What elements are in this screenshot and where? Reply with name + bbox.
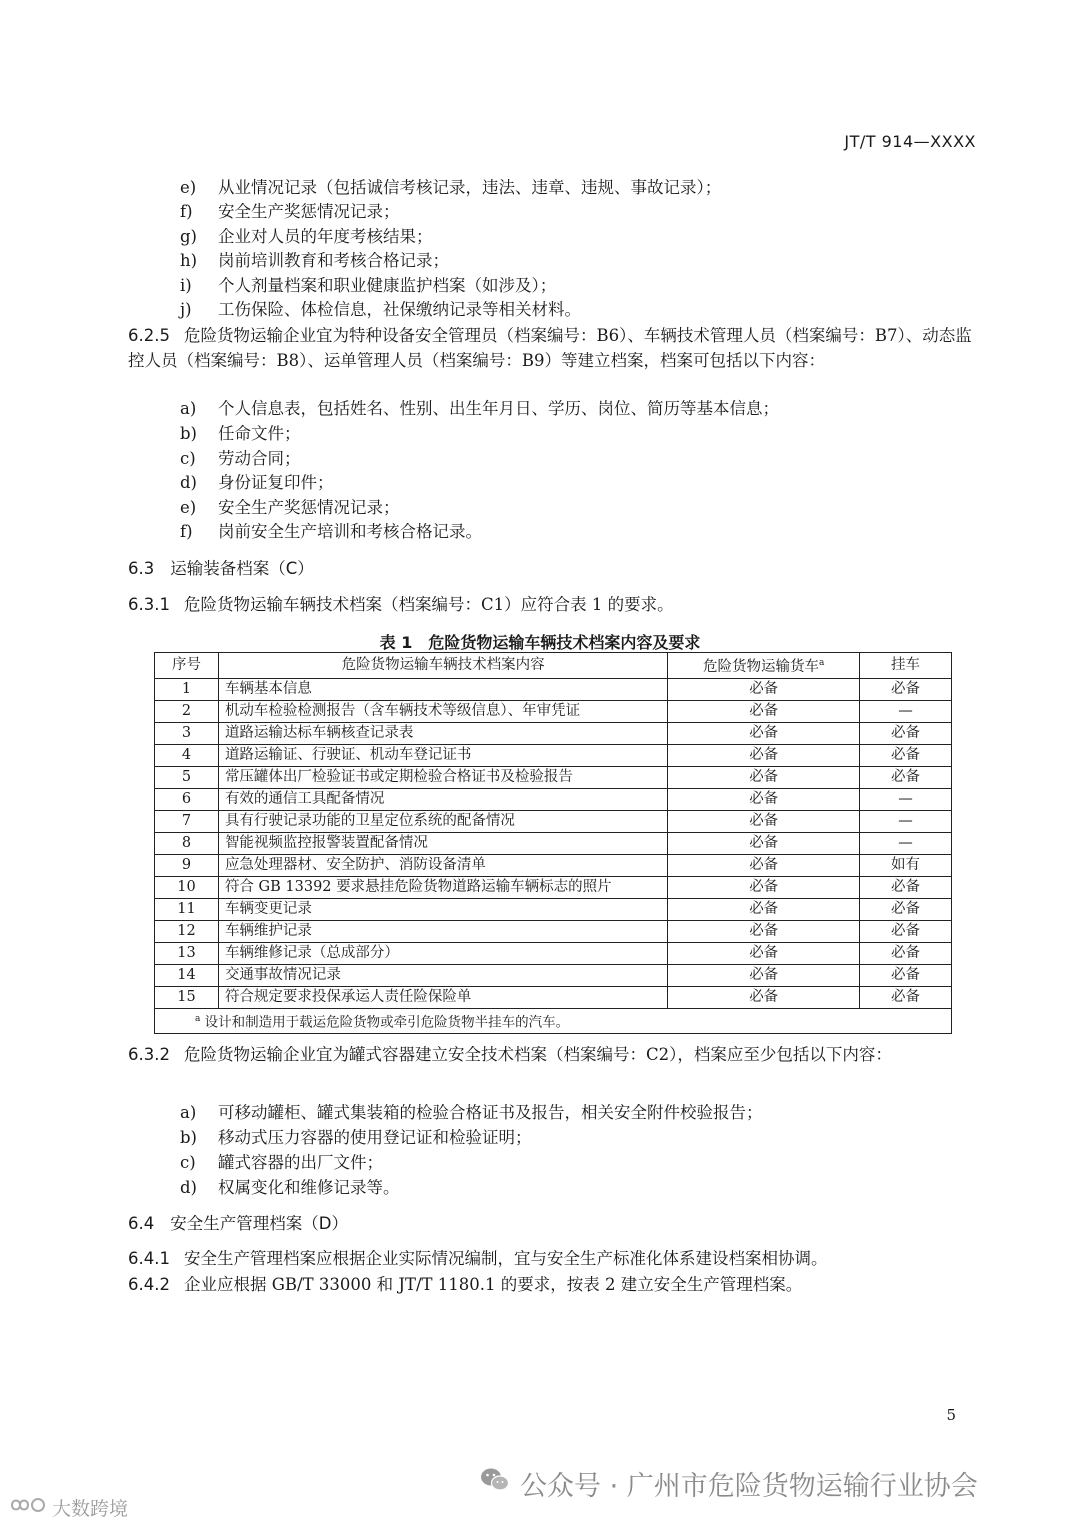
clause-number: 6.3.1 [128,595,170,614]
item-label: h) [180,251,198,270]
item-label: a) [180,1103,197,1122]
item-text: 个人剂量档案和职业健康监护档案（如涉及）； [218,276,557,295]
item-label: f) [180,522,193,541]
col-header: 危险货物运输车辆技术档案内容 [218,653,667,679]
table-cell: 12 [155,920,219,942]
item-text: 罐式容器的出厂文件； [218,1153,383,1172]
item-text: 可移动罐柜、罐式集装箱的检验合格证书及报告，相关安全附件校验报告； [218,1103,763,1122]
item-text: 安全生产奖惩情况记录； [218,498,400,517]
item-text: 岗前培训教育和考核合格记录； [218,251,449,270]
table-row [155,832,952,854]
table-cell: 必备 [860,678,952,700]
table-cell: 13 [155,942,219,964]
table-cell: — [860,700,952,722]
list-item [180,423,301,445]
table-cell: 必备 [860,964,952,986]
table-footnote-row [155,1008,952,1034]
table-cell: 必备 [668,920,860,942]
clause-6-2-5 [128,324,978,373]
platform-watermark [10,1494,128,1521]
list-item [180,275,556,297]
item-text: 从业情况记录（包括诚信考核记录，违法、违章、违规、事故记录）； [218,178,722,197]
table-row [155,986,952,1008]
table-cell: 6 [155,788,219,810]
table-cell: 道路运输证、行驶证、机动车登记证书 [218,744,667,766]
watermark-text: 公众号 · 广州市危险货物运输行业协会 [520,1471,978,1502]
table-cell: 必备 [860,766,952,788]
table-cell: 9 [155,854,219,876]
item-label: i) [180,276,192,295]
table-cell: 必备 [668,854,860,876]
list-item [180,1152,383,1174]
clause-text: 企业应根据 GB/T 33000 和 JT/T 1180.1 的要求，按表 2 建立安全生产管理档案。 [183,1275,803,1294]
table-row [155,854,952,876]
section-heading-6-4 [128,1213,348,1235]
table-row [155,678,952,700]
table-row [155,722,952,744]
table-row [155,700,952,722]
table-cell: 符合规定要求投保承运人责任险保险单 [218,986,667,1008]
table-row [155,942,952,964]
list-item [180,1127,532,1149]
item-label: b) [180,1128,197,1147]
table-cell: 车辆维护记录 [218,920,667,942]
item-label: d) [180,473,197,492]
list-item [180,472,334,494]
table-cell: 3 [155,722,219,744]
table-cell: 必备 [860,898,952,920]
table-row [155,810,952,832]
table-cell: 具有行驶记录功能的卫星定位系统的配备情况 [218,810,667,832]
item-label: c) [180,1153,196,1172]
list-item [180,201,400,223]
item-label: j) [180,300,192,319]
clause-6-4-1 [128,1247,978,1272]
table-cell: 必备 [668,942,860,964]
table-cell: 必备 [860,920,952,942]
standard-code: JT/T 914—XXXX [844,132,976,151]
item-text: 企业对人员的年度考核结果； [218,227,433,246]
table-cell: 15 [155,986,219,1008]
list-item [180,226,433,248]
table-cell: — [860,810,952,832]
clause-number: 6.4.2 [128,1275,170,1294]
col-header: 挂车 [860,653,952,679]
section-number: 6.3 [128,559,155,578]
clause-number: 6.2.5 [128,326,170,345]
table-cell: 道路运输达标车辆核查记录表 [218,722,667,744]
section-title: 运输装备档案（C） [170,559,314,578]
table-cell: 5 [155,766,219,788]
table-cell: 车辆基本信息 [218,678,667,700]
table-row [155,766,952,788]
item-text: 岗前安全生产培训和考核合格记录。 [218,522,482,541]
item-label: c) [180,449,196,468]
col-header: 危险货物运输货车$^a$ [668,653,860,679]
item-text: 劳动合同； [218,449,301,468]
list-item [180,1177,400,1199]
table-footnote: $^a$ 设计和制造用于载运危险货物或牵引危险货物半挂车的汽车。 [155,1008,952,1034]
item-label: e) [180,498,197,517]
wechat-icon [480,1467,510,1500]
watermark-text: 大数跨境 [52,1498,129,1520]
table-cell: 交通事故情况记录 [218,964,667,986]
table-cell: 如有 [860,854,952,876]
table-cell: 必备 [860,876,952,898]
list-item [180,448,301,470]
item-text: 权属变化和维修记录等。 [218,1178,400,1197]
clause-text: 危险货物运输企业宜为特种设备安全管理员（档案编号：B6）、车辆技术管理人员（档案编号：B7）、动态监控人员（档案编号：B8）、运单管理人员（档案编号：B9）等建立档案，档案可包括以下内容： [128,326,972,370]
clause-text: 危险货物运输车辆技术档案（档案编号：C1）应符合表 1 的要求。 [183,595,674,614]
table-cell: 必备 [668,766,860,788]
section-number: 6.4 [128,1214,155,1233]
item-label: e) [180,178,197,197]
list-item [180,1102,763,1124]
table-title: 表 1 危险货物运输车辆技术档案内容及要求 [379,633,701,652]
table-cell: 1 [155,678,219,700]
list-item [180,497,400,519]
table-cell: 必备 [860,986,952,1008]
table-row [155,788,952,810]
table-cell: — [860,832,952,854]
table-cell: 必备 [668,810,860,832]
list-item [180,177,721,199]
table-row [155,876,952,898]
item-text: 任命文件； [218,424,301,443]
clause-6-4-2 [128,1273,978,1298]
table-cell: 符合 GB 13392 要求悬挂危险货物道路运输车辆标志的照片 [218,876,667,898]
table-cell: 14 [155,964,219,986]
table-cell: 10 [155,876,219,898]
table-header-row [155,653,952,679]
table-cell: 必备 [860,744,952,766]
section-title: 安全生产管理档案（D） [170,1214,348,1233]
clause-6-3-2 [128,1043,978,1068]
item-label: f) [180,202,193,221]
table-cell: 车辆变更记录 [218,898,667,920]
table-cell: 必备 [668,700,860,722]
table-cell: 常压罐体出厂检验证书或定期检验合格证书及检验报告 [218,766,667,788]
table-cell: 应急处理器材、安全防护、消防设备清单 [218,854,667,876]
item-text: 安全生产奖惩情况记录； [218,202,400,221]
table-cell: 必备 [668,788,860,810]
list-item [180,299,581,321]
item-label: b) [180,424,197,443]
table-row [155,744,952,766]
vehicle-archive-table [154,652,952,1034]
table-row [155,898,952,920]
table-cell: 必备 [668,678,860,700]
table-cell: 车辆维修记录（总成部分） [218,942,667,964]
table-cell: 2 [155,700,219,722]
wechat-watermark [480,1464,978,1503]
clause-text: 安全生产管理档案应根据企业实际情况编制，宜与安全生产标准化体系建设档案相协调。 [183,1249,828,1268]
item-text: 工伤保险、体检信息，社保缴纳记录等相关材料。 [218,300,581,319]
section-heading-6-3 [128,558,314,580]
table-cell: 8 [155,832,219,854]
table-cell: 机动车检验检测报告（含车辆技术等级信息）、年审凭证 [218,700,667,722]
table-cell: 必备 [668,832,860,854]
clause-number: 6.3.2 [128,1045,170,1064]
list-item [180,521,482,543]
item-label: d) [180,1178,197,1197]
table-cell: 必备 [668,744,860,766]
table-cell: 必备 [668,986,860,1008]
item-text: 移动式压力容器的使用登记证和检验证明； [218,1128,532,1147]
table-cell: 智能视频监控报警装置配备情况 [218,832,667,854]
col-header: 序号 [155,653,219,679]
table-cell: 4 [155,744,219,766]
table-cell: 必备 [668,964,860,986]
table-cell: — [860,788,952,810]
table-row [155,964,952,986]
item-text: 身份证复印件； [218,473,334,492]
table-cell: 必备 [668,722,860,744]
item-label: a) [180,399,197,418]
page-number: 5 [946,1406,956,1424]
table-row [155,920,952,942]
item-text: 个人信息表，包括姓名、性别、出生年月日、学历、岗位、简历等基本信息； [218,399,779,418]
list-item [180,398,779,420]
table-cell: 必备 [668,876,860,898]
table-cell: 11 [155,898,219,920]
infinity-logo-icon [10,1496,48,1519]
table-cell: 有效的通信工具配备情况 [218,788,667,810]
table-cell: 必备 [860,722,952,744]
clause-text: 危险货物运输企业宜为罐式容器建立安全技术档案（档案编号：C2），档案应至少包括以下内容： [183,1045,892,1064]
clause-number: 6.4.1 [128,1249,170,1268]
table-cell: 必备 [860,942,952,964]
list-item [180,250,449,272]
item-label: g) [180,227,197,246]
table-cell: 7 [155,810,219,832]
clause-6-3-1 [128,593,978,618]
table-cell: 必备 [668,898,860,920]
